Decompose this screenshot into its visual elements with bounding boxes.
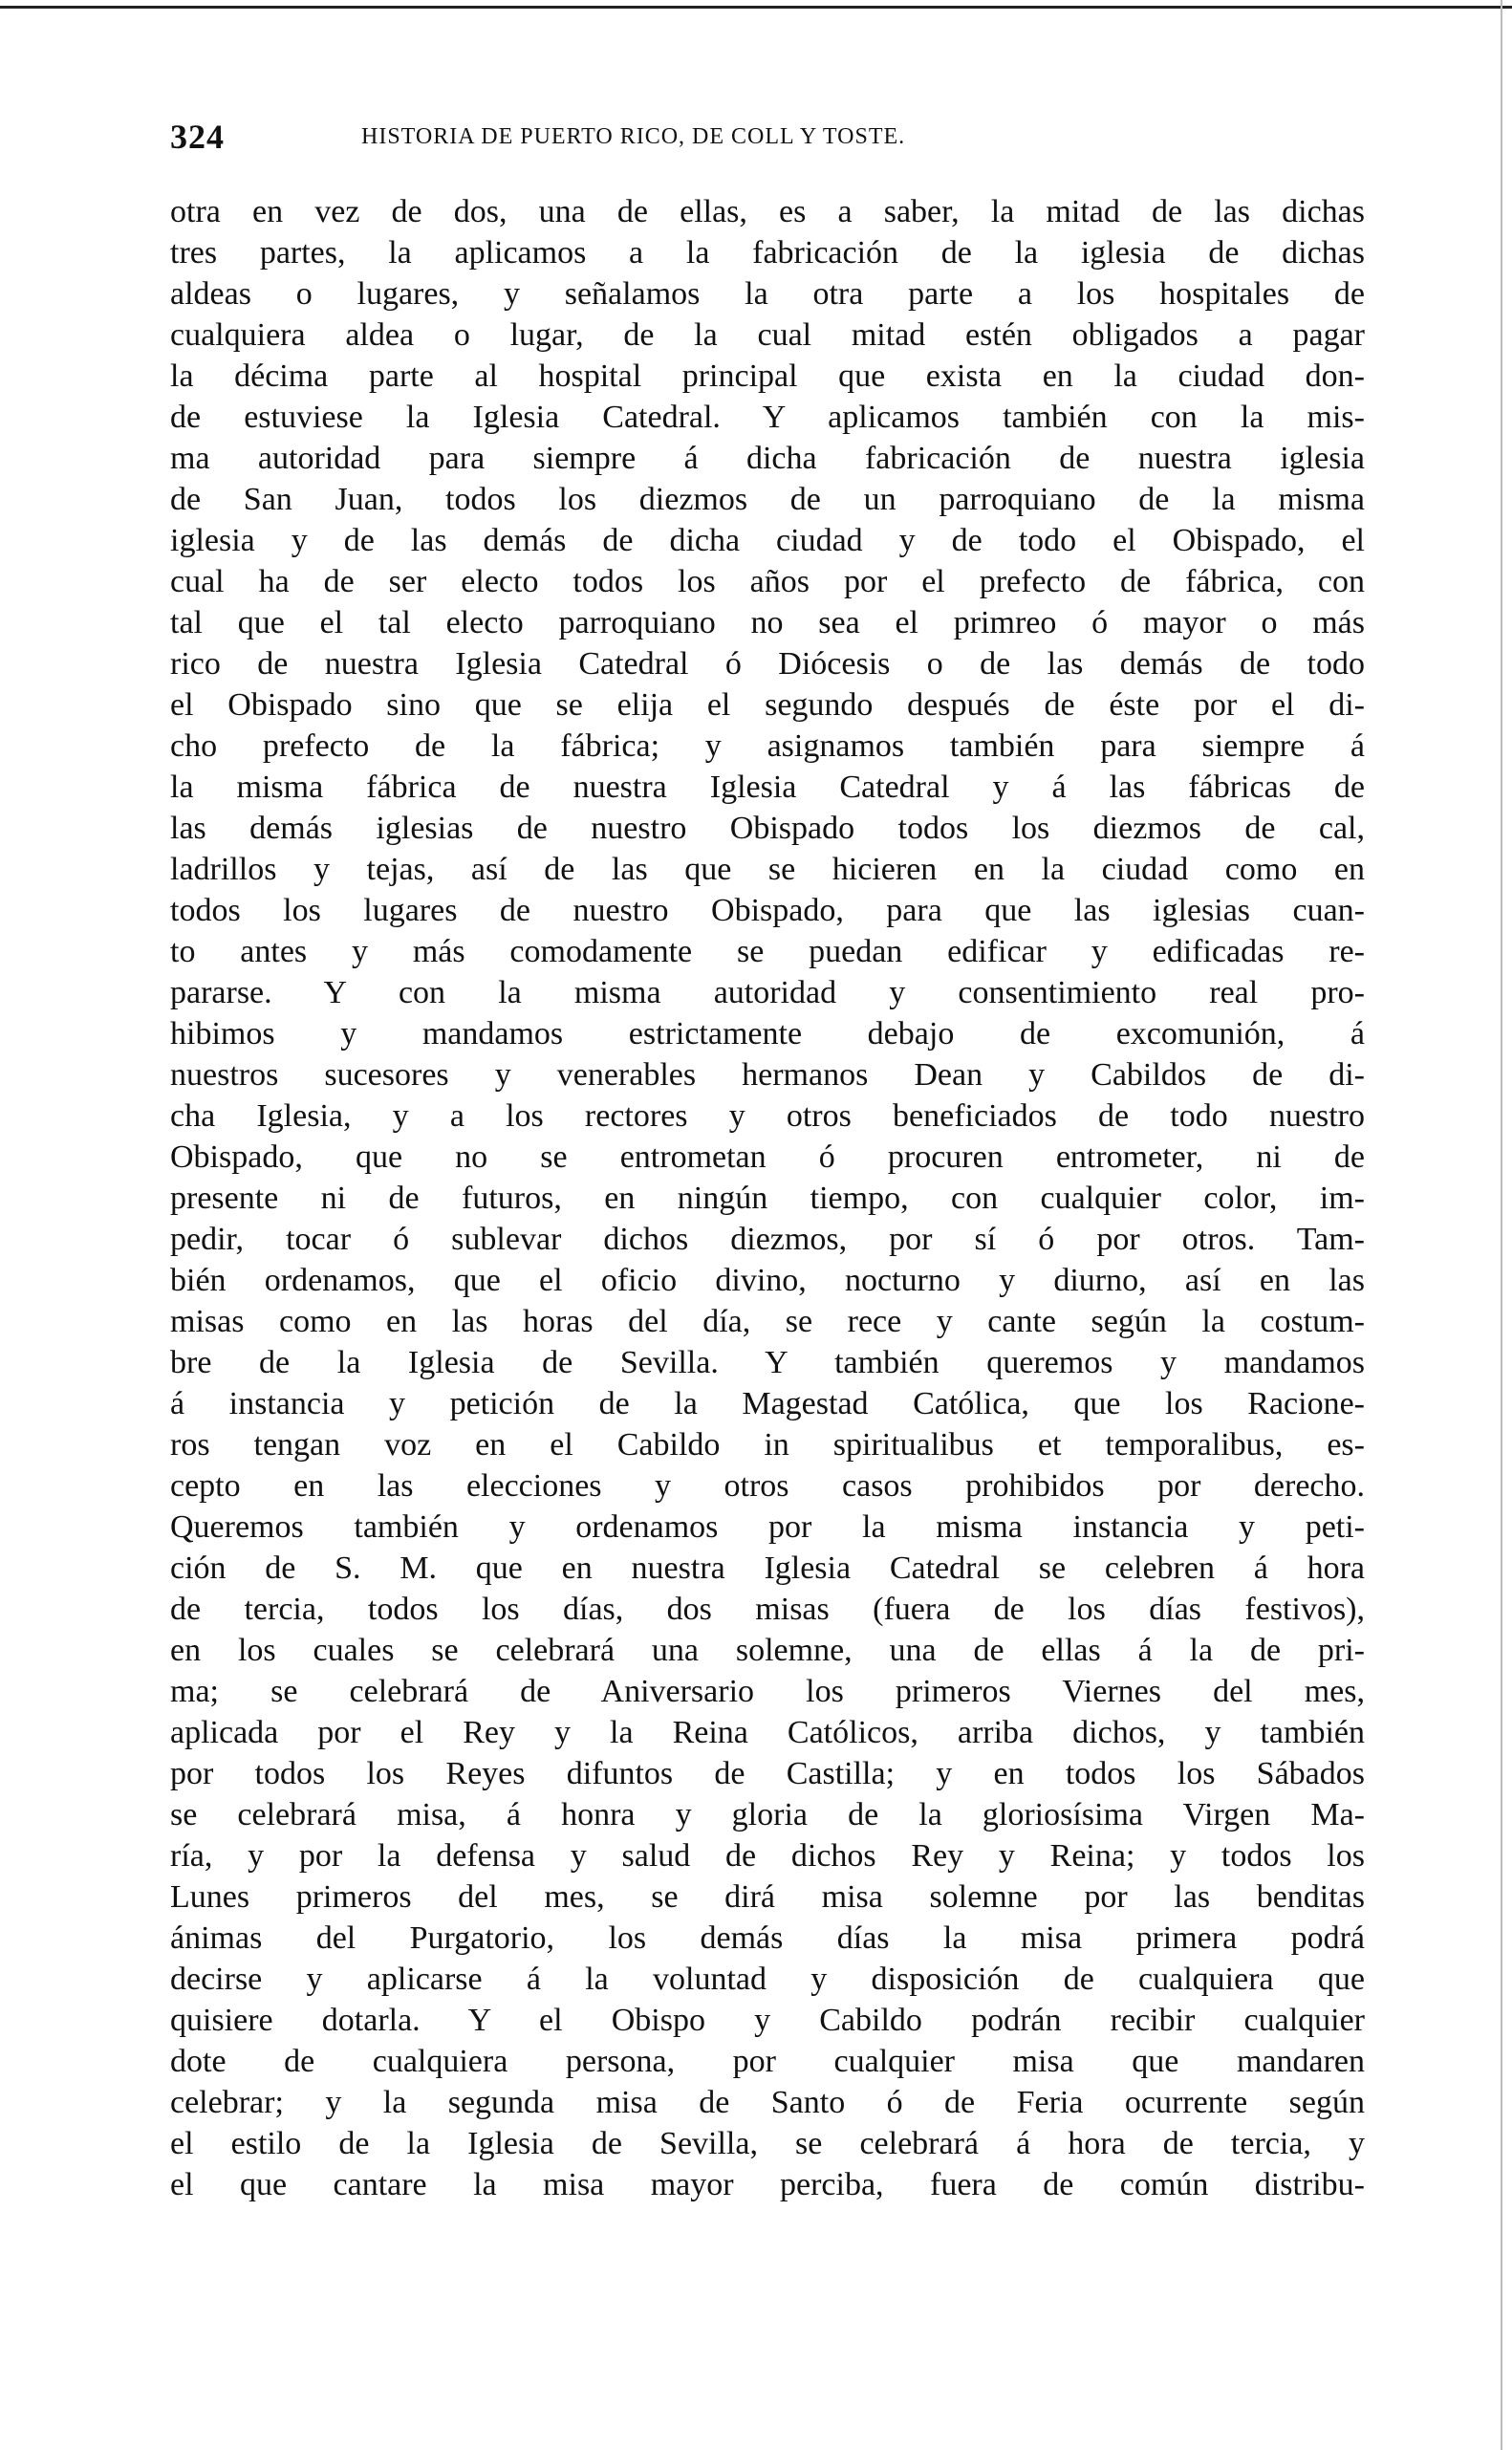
text-line: cha Iglesia, y a los rectores y otros beneficiados de todo nuestro [170,1098,1365,1134]
right-page-edge [1501,0,1502,2450]
text-line: bién ordenamos, que el oficio divino, nocturno y diurno, así en las [170,1263,1365,1298]
running-title: HISTORIA DE PUERTO RICO, DE COLL Y TOSTE. [361,124,906,149]
text-line: cualquiera aldea o lugar, de la cual mitad estén obligados a pagar [170,317,1365,353]
text-line: ción de S. M. que en nuestra Iglesia Catedral se celebren á hora [170,1550,1365,1586]
text-line: ma; se celebrará de Aniversario los primeros Viernes del mes, [170,1674,1365,1709]
text-line: Lunes primeros del mes, se dirá misa solemne por las benditas [170,1879,1365,1915]
text-line: de tercia, todos los días, dos misas (fuera de los días festivos), [170,1592,1365,1627]
text-line: ánimas del Purgatorio, los demás días la misa primera podrá [170,1920,1365,1956]
text-line: dote de cualquiera persona, por cualquier misa que mandaren [170,2044,1365,2079]
text-line: el que cantare la misa mayor perciba, fuera de común distribu- [170,2167,1365,2202]
text-line: las demás iglesias de nuestro Obispado todos los diezmos de cal, [170,811,1365,846]
text-line: se celebrará misa, á honra y gloria de la gloriosísima Virgen Ma- [170,1797,1365,1832]
text-line: misas como en las horas del día, se rece y cante según la costum- [170,1304,1365,1339]
text-line: por todos los Reyes difuntos de Castilla; y en todos los Sábados [170,1756,1365,1791]
page-number: 324 [170,118,225,156]
text-line: el estilo de la Iglesia de Sevilla, se celebrará á hora de tercia, y [170,2126,1365,2161]
text-line: otra en vez de dos, una de ellas, es a saber, la mitad de las dichas [170,194,1365,229]
text-line: ría, y por la defensa y salud de dichos Rey y Reina; y todos los [170,1838,1365,1874]
text-line: hibimos y mandamos estrictamente debajo de excomunión, á [170,1016,1365,1052]
text-line: nuestros sucesores y venerables hermanos Dean y Cabildos de di- [170,1057,1365,1093]
text-line: tres partes, la aplicamos a la fabricación de la iglesia de dichas [170,235,1365,271]
text-line: de estuviese la Iglesia Catedral. Y aplicamos también con la mis- [170,400,1365,435]
text-line: tal que el tal electo parroquiano no sea el primreo ó mayor o más [170,605,1365,640]
text-line: el Obispado sino que se elija el segundo después de éste por el di- [170,687,1365,723]
body-text [170,191,1365,2205]
text-line: to antes y más comodamente se puedan edificar y edificadas re- [170,934,1365,969]
text-line: rico de nuestra Iglesia Catedral ó Diócesis o de las demás de todo [170,646,1365,682]
text-line: Queremos también y ordenamos por la misma instancia y peti- [170,1509,1365,1545]
text-line: presente ni de futuros, en ningún tiempo, con cualquier color, im- [170,1181,1365,1216]
text-line: iglesia y de las demás de dicha ciudad y de todo el Obispado, el [170,523,1365,558]
text-line: pedir, tocar ó sublevar dichos diezmos, por sí ó por otros. Tam- [170,1222,1365,1257]
text-line: cho prefecto de la fábrica; y asignamos también para siempre á [170,728,1365,764]
text-line: ma autoridad para siempre á dicha fabricación de nuestra iglesia [170,441,1365,476]
text-line: á instancia y petición de la Magestad Católica, que los Racione- [170,1386,1365,1421]
text-line: la décima parte al hospital principal que exista en la ciudad don- [170,358,1365,394]
text-line: quisiere dotarla. Y el Obispo y Cabildo podrán recibir cualquier [170,2003,1365,2038]
text-line: cual ha de ser electo todos los años por el prefecto de fábrica, con [170,564,1365,599]
top-edge-rule [0,6,1512,9]
text-line: pararse. Y con la misma autoridad y consentimiento real pro- [170,975,1365,1010]
text-line: bre de la Iglesia de Sevilla. Y también queremos y mandamos [170,1345,1365,1380]
text-line: celebrar; y la segunda misa de Santo ó de Feria ocurrente según [170,2085,1365,2120]
text-line: aplicada por el Rey y la Reina Católicos, arriba dichos, y también [170,1715,1365,1750]
text-line: la misma fábrica de nuestra Iglesia Catedral y á las fábricas de [170,770,1365,805]
text-line: aldeas o lugares, y señalamos la otra parte a los hospitales de [170,276,1365,312]
text-line: decirse y aplicarse á la voluntad y disposición de cualquiera que [170,1962,1365,1997]
text-line: ros tengan voz en el Cabildo in spiritualibus et temporalibus, es- [170,1427,1365,1463]
text-line: en los cuales se celebrará una solemne, una de ellas á la de pri- [170,1633,1365,1668]
text-line: ladrillos y tejas, así de las que se hicieren en la ciudad como en [170,852,1365,887]
running-head [170,117,1365,155]
text-line: de San Juan, todos los diezmos de un parroquiano de la misma [170,482,1365,517]
text-line: Obispado, que no se entrometan ó procuren entrometer, ni de [170,1139,1365,1175]
text-line: todos los lugares de nuestro Obispado, para que las iglesias cuan- [170,893,1365,928]
text-line: cepto en las elecciones y otros casos prohibidos por derecho. [170,1468,1365,1504]
